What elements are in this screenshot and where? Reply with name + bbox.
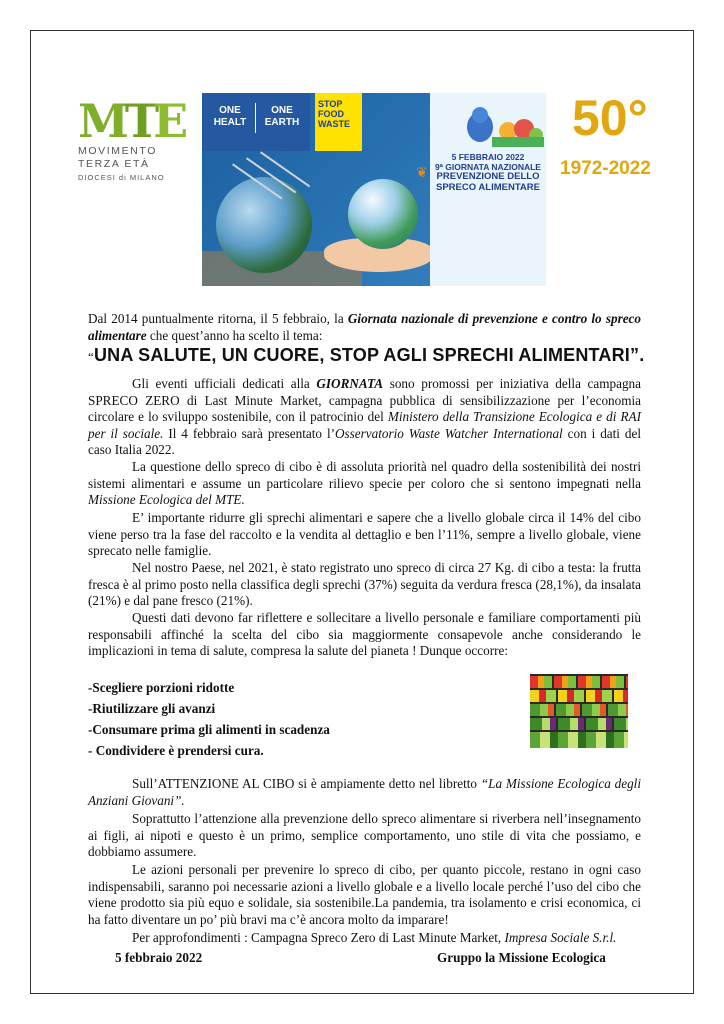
headline bbox=[88, 344, 658, 368]
mte-logo bbox=[78, 94, 188, 183]
paragraph-8: Le azioni personali per prevenire lo spreco di cibo, per quanto piccole, restano in ogni caso indispensabili, saranno poi necessarie azioni a livello globale e a livello locale perché l’uso del cibo che viene prodotto sia più equo e solidale, sia sostenibile.La pandemia, tra isolamento e crisi economica, ci ha fatto diventare un po’ più bravi ma c’è ancora molto da imparare! bbox=[88, 862, 641, 927]
banner-one-healt: ONE HEALT bbox=[213, 105, 247, 128]
paragraph-1 bbox=[88, 376, 641, 459]
paragraph-7: Soprattutto l’attenzione alla prevenzione dello spreco alimentare si riverbera nell’insegnamento ai figli, ai nipoti e questo è un primo, semplice comportamento, uno stile di vita che possiamo, e dobbiamo assumere. bbox=[88, 811, 641, 859]
logo-letter-t: T bbox=[124, 94, 160, 148]
footer-signature: Gruppo la Missione Ecologica bbox=[437, 950, 606, 965]
p1-text-a: Gli eventi ufficiali dedicati alla bbox=[132, 376, 317, 391]
banner-stop-food-waste: STOP FOOD WASTE bbox=[315, 93, 362, 151]
p6-libro: “La Missione Ecologica degli Anziani Giovani”. bbox=[88, 776, 641, 808]
p9-impresa: Impresa Sociale S.r.l. bbox=[504, 930, 617, 945]
logo-letter-m: M bbox=[78, 94, 129, 148]
p6-text-a: Sull’ATTENZIONE AL CIBO si è ampiamente detto nel libretto bbox=[132, 776, 481, 791]
intro-text-2: che quest’anno ha scelto il tema: bbox=[146, 327, 323, 343]
p2-missione: Missione Ecologica del MTE. bbox=[88, 492, 245, 507]
paragraph-3: E’ importante ridurre gli sprechi alimentari e sapere che a livello globale circa il 14% del cibo viene perso tra la fase del raccolto e la vendita al dettaglio e ben l’11%, sempre a livello globale, viene sprecato nelle famiglie. bbox=[88, 510, 641, 558]
glass-globe-image bbox=[348, 179, 418, 249]
p1-text-b: sono promossi per iniziativa della campagna SPRECO ZERO di Last Minute Market, campagna pubblica di sensibilizzazione per l’economia circolare e lo sviluppo sostenibile, con il patrocinio del bbox=[88, 376, 641, 424]
footer-date: 5 febbraio 2022 bbox=[115, 950, 203, 965]
action-list bbox=[88, 677, 508, 761]
anniversary-years: 1972-2022 bbox=[560, 158, 651, 179]
paragraph-9 bbox=[88, 930, 641, 947]
logo-line-3: DIOCESI di MILANO bbox=[78, 173, 165, 182]
list-item: -Riutilizzare gli avanzi bbox=[88, 701, 216, 716]
paragraph-6 bbox=[88, 776, 641, 809]
logo-letter-e: E bbox=[153, 94, 189, 148]
logo-line-1: MOVIMENTO bbox=[78, 145, 157, 157]
list-item: - Condividere è prendersi cura. bbox=[88, 743, 264, 758]
butterfly-icon: ❦ bbox=[416, 166, 428, 181]
banner-divider bbox=[255, 103, 256, 133]
p1-text-d: con i dati del caso Italia 2022. bbox=[88, 425, 641, 457]
paragraph-2 bbox=[88, 459, 641, 509]
headline-open-quote: “ bbox=[88, 349, 94, 364]
p1-text-c: Il 4 febbraio sarà presentato l’ bbox=[163, 425, 335, 441]
headline-text: UNA SALUTE, UN CUORE, STOP AGLI SPRECHI ALIMENTARI”. bbox=[93, 345, 645, 365]
paragraph-5: Questi dati devono far riflettere e sollecitare a livello personale e familiare comportamenti più responsabili affinché la scelta del cibo sia maggiormente consapevole anche considerando le implicazioni in tema di salute, compresa la salute del pianeta ! Dunque occorre: bbox=[88, 610, 641, 658]
list-item: -Consumare prima gli alimenti in scadenza bbox=[88, 722, 330, 737]
intro-text-1: Dal 2014 puntualmente ritorna, il 5 febbraio, la bbox=[88, 311, 348, 326]
p9-text-a: Per approfondimenti : Campagna Spreco Zero di Last Minute Market, bbox=[132, 930, 505, 945]
mascot-illustration bbox=[458, 101, 544, 149]
banner-prevenzione: PREVENZIONE DELLO SPRECO ALIMENTARE bbox=[436, 171, 540, 193]
intro-italic: Giornata nazionale di prevenzione e contro lo spreco alimentare bbox=[88, 311, 641, 343]
logo-mark bbox=[78, 94, 189, 148]
p2-text-a: La questione dello spreco di cibo è di assoluta priorità nel quadro della sostenibilità dei nostri sistemi alimentari e assume un particolare rilievo specie per coloro che si sentono impegnati nella bbox=[88, 459, 641, 491]
paragraph-4: Nel nostro Paese, nel 2021, è stato registrato uno spreco di circa 27 Kg. di cibo a testa: la frutta fresca è al primo posto nella classifica degli sprechi (37%) seguita da verdura fresca (28,1%), da insalata (21%) e dal pane fresco (21%). bbox=[88, 560, 641, 608]
list-item: -Scegliere porzioni ridotte bbox=[88, 680, 235, 695]
p1-osservatorio: Osservatorio Waste Watcher International bbox=[335, 425, 563, 441]
globe-image bbox=[216, 177, 312, 273]
p1-giornata: GIORNATA bbox=[316, 376, 384, 391]
event-banner bbox=[202, 93, 546, 286]
vegetables-photo bbox=[530, 674, 628, 748]
banner-one-earth: ONE EARTH bbox=[264, 105, 300, 128]
logo-line-2: TERZA ETÀ bbox=[78, 158, 150, 170]
banner-giornata: 9ª GIORNATA NAZIONALE bbox=[435, 161, 541, 172]
intro-paragraph bbox=[88, 311, 641, 344]
anniversary-number: 50° bbox=[572, 90, 648, 146]
banner-date: 5 FEBBRAIO 2022 bbox=[451, 152, 525, 162]
p1-ministero: Ministero della Transizione Ecologica e di RAI per il sociale. bbox=[88, 409, 641, 441]
banner-date-block bbox=[434, 153, 542, 193]
